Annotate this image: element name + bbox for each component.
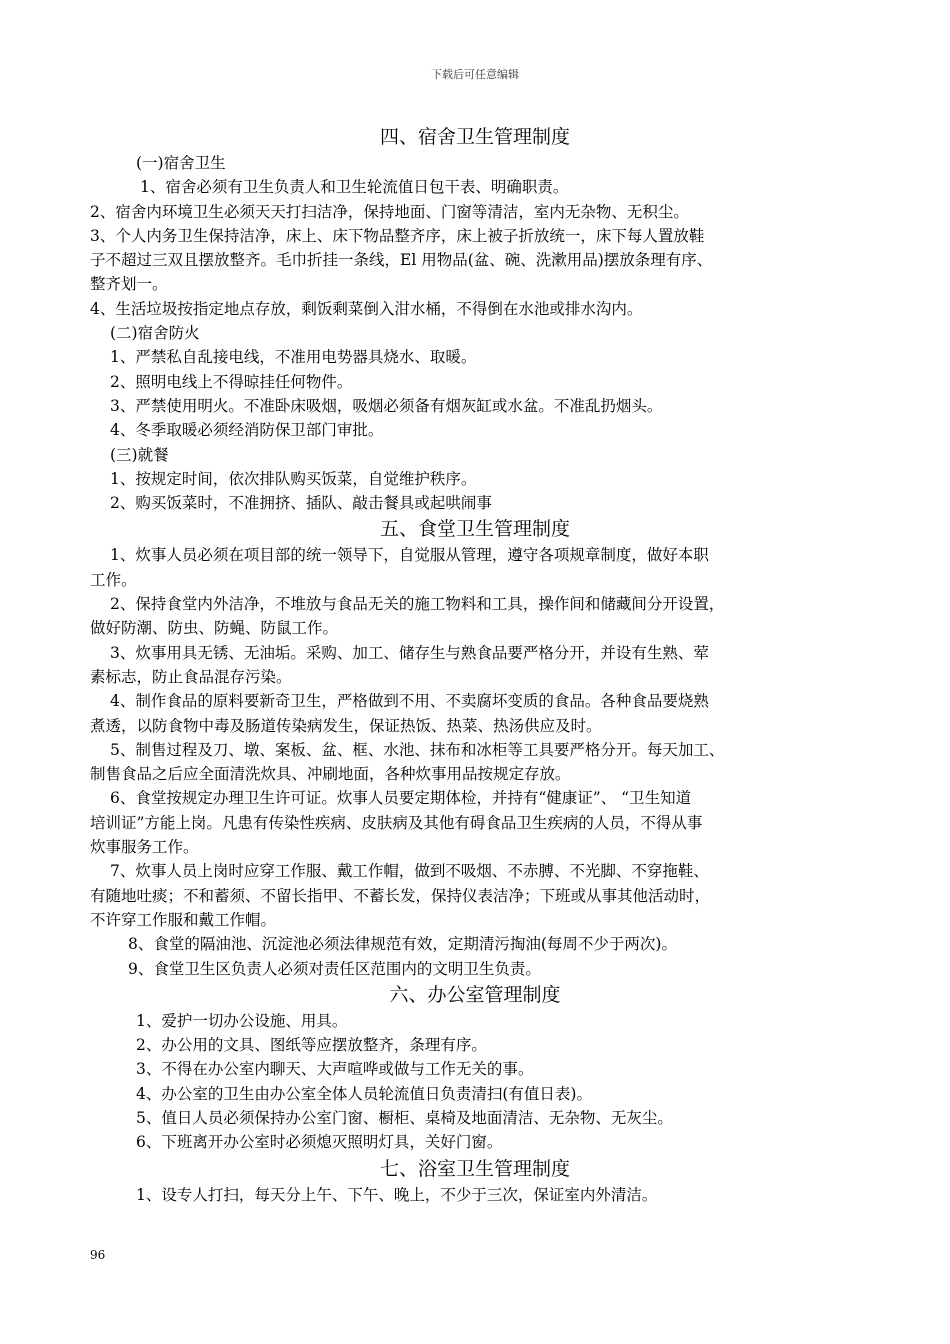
- text-line: 素标志，防止食品混存污染。: [90, 667, 292, 686]
- text-line: 2、保持食堂内外洁净，不堆放与食品无关的施工物料和工具，操作间和储藏间分开设置，: [110, 595, 725, 614]
- text-line: 6、食堂按规定办理卫生许可证。炊事人员要定期体检，并持有“健康证”、 “卫生知道: [110, 789, 692, 808]
- download-note: 下载后可任意编辑: [431, 68, 519, 81]
- text-line: 有随地吐痰；不和蓄须、不留长指甲、不蓄长发，保持仪表洁净；下班或从事其他活动时，: [90, 886, 711, 905]
- text-line: 9、食堂卫生区负责人必须对责任区范围内的文明卫生负责。: [128, 959, 541, 978]
- text-line: 1、设专人打扫，每天分上午、下午、晚上，不少于三次，保证室内外清洁。: [136, 1185, 658, 1204]
- text-line: 1、按规定时间，依次排队购买饭菜，自觉维护秩序。: [110, 469, 477, 488]
- text-line: 3、炊事用具无锈、无油垢。采购、加工、储存生与熟食品要严格分开，并设有生熟、荤: [110, 643, 709, 662]
- text-line: 6、下班离开办公室时必须熄灭照明灯具，关好门窗。: [136, 1133, 503, 1152]
- text-line: (三)就餐: [110, 445, 169, 464]
- text-line: 4、办公室的卫生由办公室全体人员轮流值日负责清扫(有值日表)。: [136, 1084, 592, 1103]
- text-line: 子不超过三双且摆放整齐。毛巾折挂一条线，El 用物品(盆、碗、洗漱用品)摆放条理有序、: [90, 251, 713, 270]
- text-line: 2、购买饭菜时，不准拥挤、插队、敲击餐具或起哄闹事: [110, 494, 492, 513]
- text-line: 4、生活垃圾按指定地点存放，剩饭剩菜倒入泔水桶，不得倒在水池或排水沟内。: [90, 299, 643, 318]
- text-line: 4、制作食品的原料要新奇卫生，严格做到不用、不卖腐坏变质的食品。各种食品要烧熟: [110, 692, 709, 711]
- text-line: 7、炊事人员上岗时应穿工作服、戴工作帽，做到不吸烟、不赤膊、不光脚、不穿拖鞋、: [110, 862, 709, 881]
- document-body: [0, 123, 950, 1207]
- page-number: 96: [90, 1248, 106, 1262]
- section-title: 七、浴室卫生管理制度: [379, 1157, 570, 1180]
- text-line: 2、办公用的文具、图纸等应摆放整齐，条理有序。: [136, 1036, 487, 1055]
- text-line: 煮透，以防食物中毒及肠道传染病发生，保证热饭、热菜、热汤供应及时。: [90, 716, 602, 735]
- text-line: 1、严禁私自乱接电线，不准用电势器具烧水、取暖。: [110, 348, 477, 367]
- text-line: 培训证”方能上岗。凡患有传染性疾病、皮肤病及其他有碍食品卫生疾病的人员，不得从事: [90, 813, 703, 832]
- text-line: 3、严禁使用明火。不准卧床吸烟，吸烟必须备有烟灰缸或水盆。不准乱扔烟头。: [110, 396, 663, 415]
- text-line: 5、值日人员必须保持办公室门窗、橱柜、桌椅及地面清洁、无杂物、无灰尘。: [136, 1108, 673, 1127]
- text-line: 1、炊事人员必须在项目部的统一领导下，自觉服从管理，遵守各项规章制度，做好本职: [110, 546, 709, 565]
- text-line: (一)宿舍卫生: [136, 154, 226, 172]
- text-line: 2、宿舍内环境卫生必须天天打扫洁净，保持地面、门窗等清洁，室内无杂物、无积尘。: [90, 202, 689, 221]
- text-line: 4、冬季取暖必须经消防保卫部门审批。: [110, 421, 384, 440]
- text-line: 制售食品之后应全面清洗炊具、冲刷地面，各种炊事用品按规定存放。: [90, 765, 571, 784]
- text-line: (二)宿舍防火: [110, 324, 200, 343]
- text-line: 1、爱护一切办公设施、用具。: [136, 1011, 348, 1030]
- text-line: 2、照明电线上不得晾挂任何物件。: [110, 372, 353, 391]
- text-line: 做好防潮、防虫、防蝇、防鼠工作。: [90, 619, 339, 638]
- text-line: 8、食堂的隔油池、沉淀池必须法律规范有效，定期清污掏油(每周不少于两次)。: [128, 935, 677, 954]
- text-line: 炊事服务工作。: [90, 838, 199, 857]
- section-title: 四、宿舍卫生管理制度: [379, 126, 570, 148]
- text-line: 3、个人内务卫生保持洁净，床上、床下物品整齐序，床上被子折放统一，床下每人置放鞋: [90, 226, 705, 245]
- section-title: 五、食堂卫生管理制度: [379, 518, 570, 541]
- text-line: 5、制售过程及刀、墩、案板、盆、框、水池、抹布和冰柜等工具要严格分开。每天加工、: [110, 740, 725, 759]
- text-line: 3、不得在办公室内聊天、大声喧哗或做与工作无关的事。: [136, 1060, 534, 1079]
- section-title: 六、办公室管理制度: [389, 983, 561, 1006]
- text-line: 不许穿工作服和戴工作帽。: [90, 910, 277, 929]
- text-line: 工作。: [90, 570, 137, 589]
- text-line: 1、宿舍必须有卫生负责人和卫生轮流值日包干表、明确职责。: [140, 178, 569, 197]
- text-line: 整齐划一。: [90, 275, 168, 294]
